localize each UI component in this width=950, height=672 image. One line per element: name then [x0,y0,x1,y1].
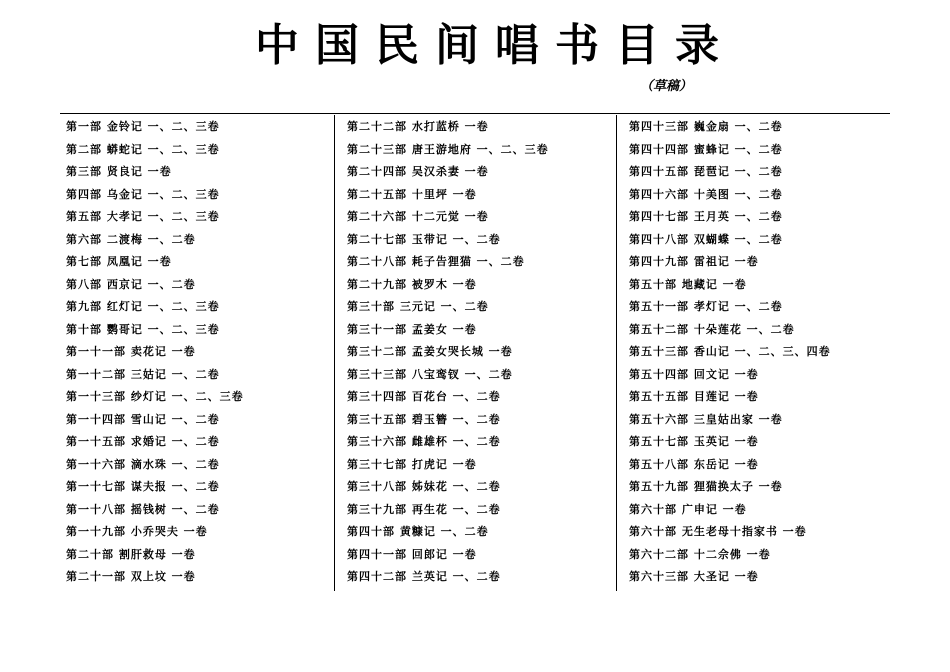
catalog-entry: 第一十五部 求婚记 一、二卷 [66,435,220,448]
catalog-entry: 第三十四部 百花台 一、二卷 [347,390,501,403]
catalog-entry: 第八部 西京记 一、二卷 [66,277,196,291]
catalog-entry: 第四十七部 王月英 一、二卷 [629,210,783,223]
catalog-entry: 第一十四部 雪山记 一、二卷 [66,412,220,426]
catalog-column-3 [616,115,896,591]
catalog-entry: 第二十八部 耗子告狸猫 一、二卷 [347,255,525,268]
catalog-entry: 第一十六部 滴水珠 一、二卷 [66,457,220,471]
catalog-entry: 第七部 凤凰记 一卷 [66,255,172,268]
catalog-entry: 第二十四部 吴汉杀妻 一卷 [347,165,489,178]
catalog-entry: 第十部 鹦哥记 一、二、三卷 [66,322,220,336]
catalog-entry: 第三十三部 八宝鸾钗 一、二卷 [347,367,513,381]
catalog-entry: 第四十四部 蜜蜂记 一、二卷 [629,142,783,156]
catalog-entry: 第六部 二渡梅 一、二卷 [66,232,196,246]
catalog-entry: 第五十二部 十朵莲花 一、二卷 [629,322,795,336]
catalog-entry: 第一十九部 小乔哭夫 一卷 [66,525,208,538]
catalog-entry: 第六十三部 大圣记 一卷 [629,570,759,583]
catalog-entry: 第三十一部 孟姜女 一卷 [347,322,477,336]
catalog-entry: 第三十八部 姊妹花 一、二卷 [347,480,501,493]
catalog-entry: 第二十五部 十里坪 一卷 [347,187,477,201]
catalog-entry: 第二十七部 玉带记 一、二卷 [347,232,501,246]
draft-note: （草稿） [640,79,693,94]
catalog-entry: 第五十九部 狸猫换太子 一卷 [629,480,783,493]
catalog-entry: 第五十七部 玉英记 一卷 [629,435,759,448]
catalog-entry: 第三部 贤良记 一卷 [66,165,172,178]
catalog-entry: 第一十八部 摇钱树 一、二卷 [66,502,220,516]
catalog-entry: 第三十七部 打虎记 一卷 [347,457,477,471]
catalog-entry: 第三十九部 再生花 一、二卷 [347,502,501,516]
catalog-entry: 第三十二部 孟姜女哭长城 一卷 [347,345,513,358]
catalog-entry: 第二十三部 唐王游地府 一、二、三卷 [347,142,549,156]
catalog-entry: 第二十一部 双上坟 一卷 [66,570,196,583]
catalog-entry: 第五十四部 回文记 一卷 [629,367,759,381]
catalog-entry: 第五十八部 东岳记 一卷 [629,457,759,471]
catalog-entry: 第一十二部 三姑记 一、二卷 [66,367,220,381]
catalog-entry: 第五十部 地藏记 一卷 [629,277,747,291]
catalog-entry: 第二十二部 水打蓝桥 一卷 [347,120,489,133]
catalog-entry: 第九部 红灯记 一、二、三卷 [66,300,220,313]
catalog-entry: 第五十一部 孝灯记 一、二卷 [629,300,783,313]
catalog-entry: 第四十部 黄糠记 一、二卷 [347,525,489,538]
page-title: 中国民间唱书目录 [255,20,735,71]
catalog-column-1 [62,115,332,591]
catalog-entry: 第四十八部 双蝴蝶 一、二卷 [629,232,783,246]
catalog-entry: 第四十五部 琵琶记 一、二卷 [629,165,783,178]
catalog-entry: 第一部 金铃记 一、二、三卷 [66,120,220,133]
catalog-entry: 第二部 蟒蛇记 一、二、三卷 [66,142,220,156]
catalog-entry: 第一十一部 卖花记 一卷 [66,345,196,358]
catalog-entry: 第五十五部 目莲记 一卷 [629,390,759,403]
catalog-column-2 [334,115,614,591]
catalog-entry: 第六十部 广申记 一卷 [629,502,747,516]
catalog-entry: 第三十五部 碧玉簪 一、二卷 [347,412,501,426]
catalog-entry: 第四十九部 雷祖记 一卷 [629,255,759,268]
catalog-entry: 第四十一部 回郎记 一卷 [347,547,477,561]
catalog-entry: 第一十三部 纱灯记 一、二、三卷 [66,390,244,403]
catalog-entry: 第三十部 三元记 一、二卷 [347,300,489,313]
catalog-entry: 第六十部 无生老母十指家书 一卷 [629,525,807,538]
catalog-entry: 第六十二部 十二佘佛 一卷 [629,547,771,561]
catalog-entry: 第四十三部 巍金扇 一、二卷 [629,120,783,133]
catalog-entry: 第四十二部 兰英记 一、二卷 [347,570,501,583]
catalog-entry: 第五十六部 三皇姑出家 一卷 [629,412,783,426]
catalog-entry: 第一十七部 谋夫报 一、二卷 [66,480,220,493]
catalog-entry: 第四十六部 十美图 一、二卷 [629,187,783,201]
catalog-entry: 第四部 乌金记 一、二、三卷 [66,187,220,201]
catalog-entry: 第三十六部 雌雄杯 一、二卷 [347,435,501,448]
catalog-entry: 第二十部 割肝救母 一卷 [66,547,196,561]
catalog-entry: 第五部 大孝记 一、二、三卷 [66,210,220,223]
catalog-entry: 第二十六部 十二元觉 一卷 [347,210,489,223]
header-rule [60,113,890,114]
catalog-entry: 第五十三部 香山记 一、二、三、四卷 [629,345,831,358]
catalog-entry: 第二十九部 被罗木 一卷 [347,277,477,291]
